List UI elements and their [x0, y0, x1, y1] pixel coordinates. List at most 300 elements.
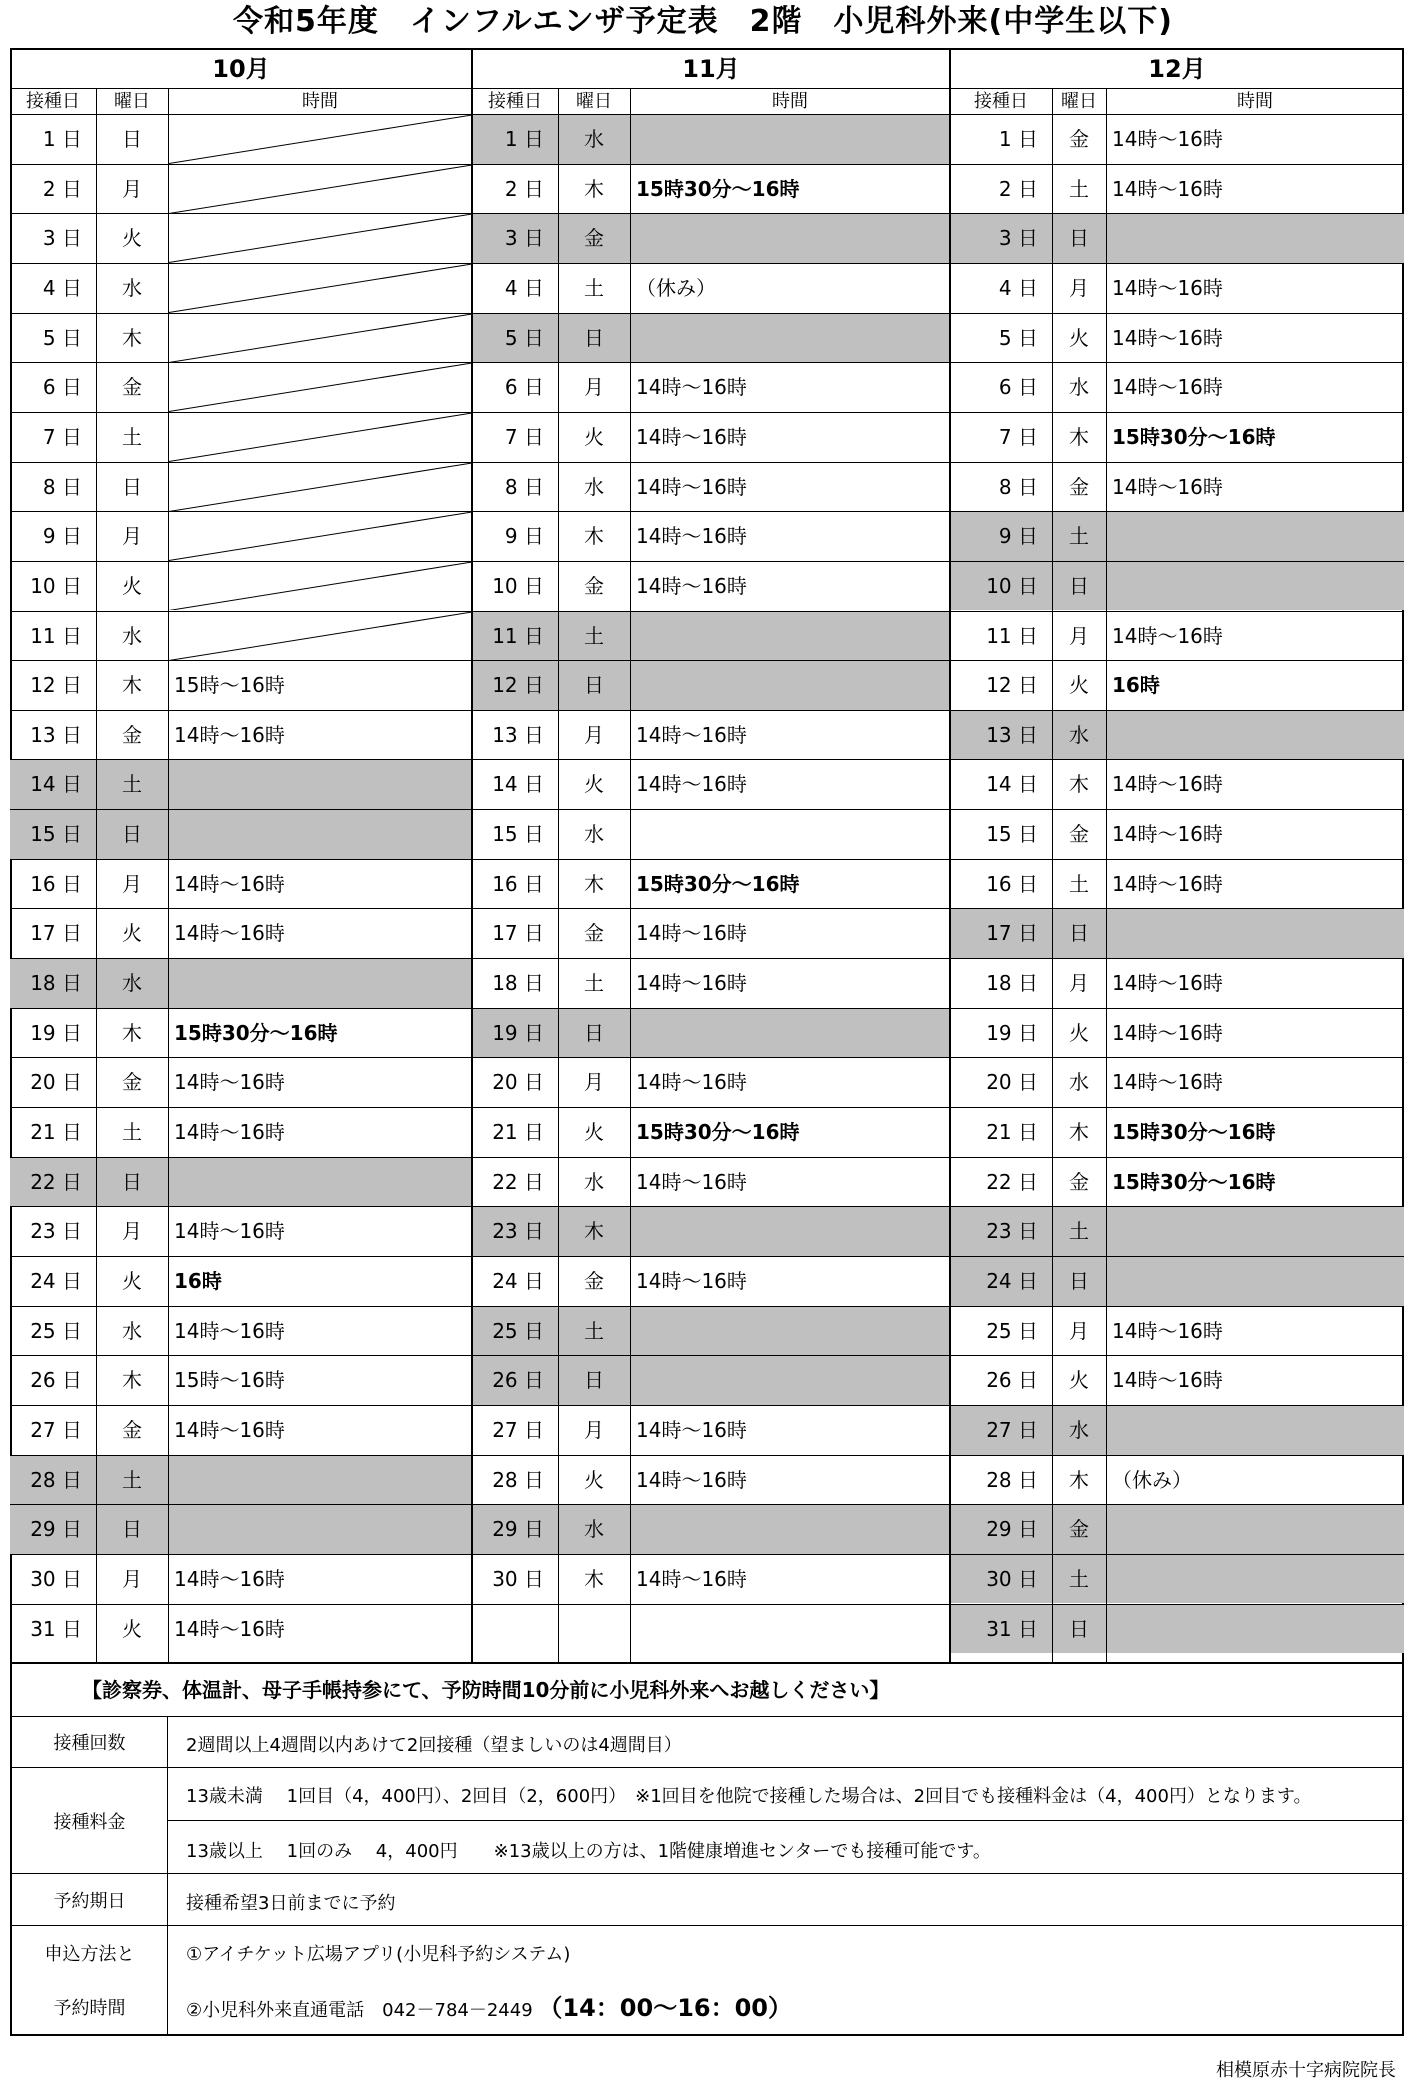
schedule-cell-dow: 火	[96, 213, 168, 263]
schedule-cell-time	[1106, 511, 1404, 561]
slash-mark	[168, 214, 472, 263]
schedule-cell-dow: 金	[96, 362, 168, 412]
schedule-cell-day: 10 日	[472, 561, 558, 611]
schedule-cell-time: 14時～16時	[630, 710, 950, 760]
schedule-cell-day: 11 日	[10, 611, 96, 661]
schedule-cell-dow: 月	[96, 511, 168, 561]
schedule-cell-time: 14時～16時	[1106, 1355, 1404, 1405]
schedule-cell-time: 15時30分～16時	[630, 164, 950, 214]
schedule-cell-day: 19 日	[950, 1008, 1052, 1058]
notice-text: 【診察券、体温計、母子手帳持参にて、予防時間10分前に小児科外来へお越しください】	[12, 1664, 1402, 1717]
schedule-cell-dow: 月	[1052, 1306, 1106, 1356]
schedule-cell-time: 14時～16時	[1106, 611, 1404, 661]
schedule-cell-dow: 金	[1052, 462, 1106, 512]
column-header-day: 接種日	[10, 88, 96, 114]
schedule-cell-day: 24 日	[950, 1256, 1052, 1306]
schedule-cell-dow: 火	[96, 1256, 168, 1306]
schedule-cell-time: 14時～16時	[1106, 1306, 1404, 1356]
schedule-cell-time	[630, 660, 950, 710]
schedule-cell-dow: 火	[558, 1107, 630, 1157]
schedule-cell-dow: 金	[1052, 1504, 1106, 1554]
schedule-cell-day: 30 日	[472, 1554, 558, 1604]
schedule-cell-time: 14時～16時	[1106, 809, 1404, 859]
schedule-cell-day: 18 日	[950, 958, 1052, 1008]
schedule-cell-day: 28 日	[10, 1455, 96, 1505]
apply-phone-line	[186, 1988, 792, 2023]
apply-app: ①アイチケット広場アプリ(小児科予約システム)	[186, 1944, 571, 1965]
schedule-cell-time	[168, 1157, 472, 1207]
slash-mark	[168, 363, 472, 412]
schedule-cell-day: 19 日	[10, 1008, 96, 1058]
schedule-cell-dow: 木	[558, 1206, 630, 1256]
slash-mark	[168, 612, 472, 661]
schedule-cell-day: 10 日	[10, 561, 96, 611]
fee-under13-row	[168, 1768, 1402, 1821]
schedule-cell-dow: 日	[558, 1008, 630, 1058]
schedule-cell-day: 30 日	[950, 1554, 1052, 1604]
schedule-cell-dow: 月	[96, 164, 168, 214]
schedule-cell-day: 31 日	[950, 1604, 1052, 1654]
schedule-cell-day: 8 日	[472, 462, 558, 512]
schedule-cell-day: 7 日	[472, 412, 558, 462]
schedule-cell-day: 6 日	[472, 362, 558, 412]
schedule-cell-day: 16 日	[950, 859, 1052, 909]
schedule-cell-dow: 火	[1052, 1008, 1106, 1058]
schedule-cell-dow: 火	[96, 561, 168, 611]
schedule-cell-dow: 土	[1052, 511, 1106, 561]
schedule-cell-day: 23 日	[10, 1206, 96, 1256]
schedule-cell-time: 14時～16時	[630, 759, 950, 809]
schedule-cell-day: 18 日	[10, 958, 96, 1008]
schedule-cell-dow: 日	[96, 462, 168, 512]
schedule-cell-day: 6 日	[10, 362, 96, 412]
schedule-cell-dow: 水	[96, 958, 168, 1008]
schedule-cell-time	[168, 313, 472, 363]
schedule-cell-dow: 金	[96, 1057, 168, 1107]
schedule-cell-dow: 土	[558, 263, 630, 313]
info-row-fee	[12, 1768, 1402, 1874]
column-divider	[1106, 88, 1107, 1664]
schedule-cell-time	[1106, 1405, 1404, 1455]
schedule-cell-dow: 日	[96, 809, 168, 859]
slash-mark	[168, 314, 472, 363]
schedule-cell-time	[168, 611, 472, 661]
schedule-cell-dow: 木	[1052, 1107, 1106, 1157]
page-title: 令和5年度 インフルエンザ予定表 2階 小児科外来(中学生以下)	[233, 4, 1173, 39]
schedule-cell-dow: 日	[96, 1504, 168, 1554]
slash-mark	[168, 463, 472, 512]
schedule-cell-dow: 日	[558, 660, 630, 710]
schedule-cell-dow: 金	[558, 561, 630, 611]
schedule-cell-time: 15時30分～16時	[630, 1107, 950, 1157]
column-header-time: 時間	[168, 88, 472, 114]
schedule-cell-time: 14時～16時	[168, 1206, 472, 1256]
schedule-cell-time	[168, 561, 472, 611]
schedule-cell-dow: 土	[1052, 1554, 1106, 1604]
schedule-cell-day: 15 日	[472, 809, 558, 859]
schedule-cell-day: 27 日	[472, 1405, 558, 1455]
slash-mark	[168, 264, 472, 313]
schedule-cell-day: 5 日	[10, 313, 96, 363]
schedule-cell-day: 27 日	[950, 1405, 1052, 1455]
schedule-cell-day: 2 日	[950, 164, 1052, 214]
schedule-cell-day: 20 日	[10, 1057, 96, 1107]
schedule-cell-time	[630, 611, 950, 661]
schedule-cell-dow: 日	[96, 1157, 168, 1207]
schedule-cell-time	[168, 213, 472, 263]
schedule-cell-dow: 水	[96, 611, 168, 661]
schedule-cell-day: 13 日	[10, 710, 96, 760]
schedule-cell-dow: 木	[96, 1355, 168, 1405]
schedule-cell-dow: 金	[96, 710, 168, 760]
slash-mark	[168, 562, 472, 611]
schedule-cell-day: 22 日	[472, 1157, 558, 1207]
schedule-cell-dow: 土	[96, 412, 168, 462]
count-label: 接種回数	[12, 1717, 168, 1767]
schedule-cell-time: 14時～16時	[630, 1554, 950, 1604]
schedule-cell-time: 14時～16時	[168, 1554, 472, 1604]
schedule-cell-time: 14時～16時	[168, 1107, 472, 1157]
schedule-cell-day: 15 日	[10, 809, 96, 859]
schedule-cell-day: 21 日	[950, 1107, 1052, 1157]
schedule-cell-dow: 土	[96, 759, 168, 809]
schedule-cell-dow: 水	[558, 809, 630, 859]
count-value: 2週間以上4週間以内あけて2回接種（望ましいのは4週間目）	[186, 1735, 682, 1756]
schedule-cell-time	[1106, 213, 1404, 263]
column-divider	[168, 88, 169, 1664]
schedule-cell-dow: 日	[558, 1355, 630, 1405]
schedule-cell-time: 14時～16時	[1106, 164, 1404, 214]
schedule-cell-time	[168, 1504, 472, 1554]
slash-mark	[168, 413, 472, 462]
slash-mark	[168, 115, 472, 164]
schedule-cell-day: 8 日	[10, 462, 96, 512]
footer-signature: 相模原赤十字病院院長	[1216, 2060, 1396, 2081]
schedule-cell-dow: 金	[558, 1256, 630, 1306]
schedule-cell-time: 14時～16時	[168, 1057, 472, 1107]
apply-phone: ②小児科外来直通電話 042－784－2449	[186, 2000, 533, 2021]
schedule-cell-day: 16 日	[10, 859, 96, 909]
schedule-cell-day: 1 日	[10, 114, 96, 164]
schedule-cell-dow: 日	[1052, 213, 1106, 263]
apply-label-2: 予約時間	[53, 1998, 126, 2019]
column-divider	[1052, 88, 1053, 1664]
schedule-cell-time: 14時～16時	[630, 511, 950, 561]
schedule-cell-day: 3 日	[472, 213, 558, 263]
schedule-cell-time	[630, 1604, 950, 1654]
schedule-cell-dow: 水	[558, 114, 630, 164]
schedule-cell-time: 14時～16時	[168, 710, 472, 760]
schedule-cell-day: 28 日	[950, 1455, 1052, 1505]
schedule-cell-time	[168, 759, 472, 809]
schedule-cell-dow: 日	[1052, 561, 1106, 611]
schedule-cell-day: 7 日	[10, 412, 96, 462]
schedule-cell-day: 31 日	[10, 1604, 96, 1654]
schedule-cell-time: 14時～16時	[630, 561, 950, 611]
schedule-cell-day: 4 日	[950, 263, 1052, 313]
info-row-apply	[12, 1926, 1402, 2034]
schedule-cell-time	[630, 1504, 950, 1554]
schedule-cell-day: 16 日	[472, 859, 558, 909]
fee-label: 接種料金	[12, 1768, 168, 1873]
column-divider	[96, 88, 97, 1664]
column-divider	[630, 88, 631, 1664]
schedule-cell-time	[630, 1008, 950, 1058]
schedule-cell-time: 14時～16時	[630, 462, 950, 512]
schedule-cell-time: （休み）	[1106, 1455, 1404, 1505]
schedule-cell-time	[630, 1355, 950, 1405]
schedule-cell-dow: 月	[1052, 611, 1106, 661]
schedule-cell-time	[168, 412, 472, 462]
schedule-cell-day: 29 日	[10, 1504, 96, 1554]
column-header-dow: 曜日	[96, 88, 168, 114]
schedule-cell-dow: 水	[96, 263, 168, 313]
column-divider	[558, 88, 559, 1664]
schedule-cell-time	[1106, 1604, 1404, 1654]
schedule-cell-time: 14時～16時	[630, 1455, 950, 1505]
schedule-cell-day: 12 日	[950, 660, 1052, 710]
schedule-cell-dow: 日	[96, 114, 168, 164]
schedule-cell-day: 23 日	[472, 1206, 558, 1256]
schedule-cell-day: 5 日	[472, 313, 558, 363]
schedule-cell-time: 14時～16時	[1106, 859, 1404, 909]
schedule-cell-day: 4 日	[472, 263, 558, 313]
column-header-dow: 曜日	[558, 88, 630, 114]
schedule-cell-day: 23 日	[950, 1206, 1052, 1256]
schedule-cell-dow: 金	[558, 213, 630, 263]
schedule-cell-dow: 木	[558, 164, 630, 214]
schedule-cell-time: 14時～16時	[630, 1157, 950, 1207]
info-table	[10, 1662, 1404, 2036]
schedule-cell-day: 2 日	[10, 164, 96, 214]
schedule-cell-day: 14 日	[472, 759, 558, 809]
schedule-cell-dow: 水	[558, 462, 630, 512]
schedule-cell-day: 22 日	[950, 1157, 1052, 1207]
schedule-cell-day: 26 日	[10, 1355, 96, 1405]
schedule-cell-day: 13 日	[950, 710, 1052, 760]
schedule-cell-day: 17 日	[472, 908, 558, 958]
info-row-count	[12, 1717, 1402, 1768]
schedule-cell-time	[630, 313, 950, 363]
schedule-cell-day: 17 日	[950, 908, 1052, 958]
schedule-cell-day: 3 日	[10, 213, 96, 263]
schedule-cell-time	[630, 213, 950, 263]
schedule-cell-time: 14時～16時	[1106, 263, 1404, 313]
schedule-cell-day: 24 日	[472, 1256, 558, 1306]
schedule-cell-day: 19 日	[472, 1008, 558, 1058]
schedule-cell-day: 21 日	[10, 1107, 96, 1157]
schedule-cell-time	[168, 362, 472, 412]
schedule-cell-dow: 金	[1052, 114, 1106, 164]
schedule-cell-dow	[558, 1604, 630, 1654]
schedule-cell-dow: 水	[96, 1306, 168, 1356]
schedule-cell-day: 26 日	[472, 1355, 558, 1405]
schedule-cell-dow: 水	[1052, 710, 1106, 760]
schedule-cell-day: 5 日	[950, 313, 1052, 363]
schedule-cell-dow: 金	[1052, 809, 1106, 859]
schedule-cell-time	[168, 114, 472, 164]
schedule-cell-time: 14時～16時	[1106, 313, 1404, 363]
schedule-cell-day: 1 日	[472, 114, 558, 164]
schedule-cell-dow: 木	[558, 1554, 630, 1604]
schedule-cell-dow: 日	[1052, 908, 1106, 958]
schedule-cell-time	[630, 114, 950, 164]
schedule-cell-day: 25 日	[472, 1306, 558, 1356]
schedule-cell-dow: 月	[558, 362, 630, 412]
schedule-cell-day: 20 日	[472, 1057, 558, 1107]
column-header-time: 時間	[630, 88, 950, 114]
schedule-cell-time: 14時～16時	[1106, 1008, 1404, 1058]
schedule-cell-day: 1 日	[950, 114, 1052, 164]
schedule-cell-day	[472, 1604, 558, 1654]
schedule-cell-dow: 日	[558, 313, 630, 363]
schedule-cell-time: 14時～16時	[630, 958, 950, 1008]
month-header: 10月	[212, 55, 270, 83]
schedule-cell-day: 30 日	[10, 1554, 96, 1604]
slash-mark	[168, 165, 472, 214]
schedule-cell-time	[630, 1206, 950, 1256]
schedule-cell-time	[1106, 1504, 1404, 1554]
schedule-cell-day: 22 日	[10, 1157, 96, 1207]
schedule-cell-time	[168, 164, 472, 214]
schedule-cell-time: 14時～16時	[630, 1256, 950, 1306]
schedule-cell-time: 14時～16時	[630, 1057, 950, 1107]
schedule-cell-dow: 木	[96, 660, 168, 710]
column-header-day: 接種日	[472, 88, 558, 114]
schedule-cell-time: 15時30分～16時	[1106, 412, 1404, 462]
schedule-cell-dow: 日	[1052, 1256, 1106, 1306]
schedule-cell-time	[1106, 1206, 1404, 1256]
schedule-cell-time: 15時～16時	[168, 1355, 472, 1405]
schedule-cell-time: 14時～16時	[168, 1405, 472, 1455]
schedule-cell-dow: 土	[558, 611, 630, 661]
column-header-time: 時間	[1106, 88, 1404, 114]
schedule-cell-day: 18 日	[472, 958, 558, 1008]
schedule-cell-day: 14 日	[10, 759, 96, 809]
schedule-cell-time	[1106, 908, 1404, 958]
schedule-cell-dow: 木	[1052, 1455, 1106, 1505]
schedule-cell-dow: 木	[1052, 412, 1106, 462]
schedule-cell-day: 3 日	[950, 213, 1052, 263]
schedule-cell-dow: 日	[1052, 1604, 1106, 1654]
schedule-cell-dow: 月	[96, 1554, 168, 1604]
schedule-cell-time: 14時～16時	[1106, 462, 1404, 512]
schedule-cell-day: 13 日	[472, 710, 558, 760]
schedule-cell-day: 2 日	[472, 164, 558, 214]
schedule-cell-dow: 月	[96, 1206, 168, 1256]
schedule-cell-dow: 木	[558, 859, 630, 909]
schedule-cell-dow: 火	[558, 1455, 630, 1505]
schedule-cell-time: 14時～16時	[168, 859, 472, 909]
schedule-cell-time: 14時～16時	[1106, 1057, 1404, 1107]
schedule-cell-dow: 水	[558, 1157, 630, 1207]
schedule-cell-day: 27 日	[10, 1405, 96, 1455]
schedule-cell-day: 6 日	[950, 362, 1052, 412]
month-divider	[471, 48, 473, 1664]
schedule-cell-time: 15時30分～16時	[630, 859, 950, 909]
schedule-cell-time: 14時～16時	[630, 412, 950, 462]
schedule-cell-dow: 水	[1052, 1057, 1106, 1107]
schedule-cell-time: 14時～16時	[1106, 759, 1404, 809]
schedule-cell-day: 20 日	[950, 1057, 1052, 1107]
schedule-cell-dow: 火	[1052, 313, 1106, 363]
schedule-cell-time	[168, 958, 472, 1008]
column-header-day: 接種日	[950, 88, 1052, 114]
schedule-cell-dow: 月	[558, 1405, 630, 1455]
schedule-cell-time: 15時～16時	[168, 660, 472, 710]
schedule-cell-day: 29 日	[950, 1504, 1052, 1554]
schedule-cell-day: 4 日	[10, 263, 96, 313]
schedule-cell-dow: 火	[96, 1604, 168, 1654]
schedule-cell-time: 15時30分～16時	[1106, 1157, 1404, 1207]
schedule-cell-time	[1106, 561, 1404, 611]
deadline-label: 予約期日	[12, 1874, 168, 1925]
apply-label	[12, 1926, 168, 2034]
schedule-cell-time	[168, 809, 472, 859]
schedule-cell-time	[630, 1306, 950, 1356]
schedule-cell-day: 9 日	[472, 511, 558, 561]
schedule-cell-day: 12 日	[10, 660, 96, 710]
schedule-cell-day: 8 日	[950, 462, 1052, 512]
schedule-cell-time: 14時～16時	[1106, 114, 1404, 164]
schedule-cell-dow: 火	[558, 412, 630, 462]
schedule-cell-time: （休み）	[630, 263, 950, 313]
schedule-cell-dow: 月	[558, 1057, 630, 1107]
schedule-cell-day: 26 日	[950, 1355, 1052, 1405]
schedule-cell-day: 17 日	[10, 908, 96, 958]
schedule-cell-day: 9 日	[10, 511, 96, 561]
schedule-cell-dow: 火	[1052, 660, 1106, 710]
schedule-cell-day: 14 日	[950, 759, 1052, 809]
schedule-cell-dow: 月	[96, 859, 168, 909]
schedule-cell-day: 21 日	[472, 1107, 558, 1157]
schedule-cell-dow: 火	[96, 908, 168, 958]
schedule-cell-day: 28 日	[472, 1455, 558, 1505]
schedule-cell-dow: 金	[558, 908, 630, 958]
schedule-cell-dow: 土	[96, 1455, 168, 1505]
fee-under13: 13歳未満 1回目（4，400円）、2回目（2，600円） ※1回目を他院で接種した場合は、2回目でも接種料金は（4，400円）となります。	[186, 1786, 1312, 1807]
schedule-cell-day: 15 日	[950, 809, 1052, 859]
schedule-cell-time	[1106, 1256, 1404, 1306]
schedule-cell-dow: 月	[1052, 263, 1106, 313]
schedule-cell-dow: 金	[96, 1405, 168, 1455]
schedule-cell-time: 14時～16時	[1106, 362, 1404, 412]
schedule-cell-time: 15時30分～16時	[168, 1008, 472, 1058]
schedule-cell-day: 11 日	[472, 611, 558, 661]
schedule-cell-dow: 木	[558, 511, 630, 561]
schedule-cell-dow: 木	[1052, 759, 1106, 809]
schedule-cell-time: 14時～16時	[1106, 958, 1404, 1008]
schedule-cell-time: 14時～16時	[168, 908, 472, 958]
schedule-cell-time: 16時	[168, 1256, 472, 1306]
schedule-cell-day: 24 日	[10, 1256, 96, 1306]
schedule-cell-day: 7 日	[950, 412, 1052, 462]
apply-label-1: 申込方法と	[44, 1944, 135, 1965]
schedule-cell-dow: 土	[1052, 859, 1106, 909]
schedule-cell-dow: 水	[1052, 1405, 1106, 1455]
schedule-cell-time: 15時30分～16時	[1106, 1107, 1404, 1157]
schedule-cell-time	[168, 1455, 472, 1505]
schedule-cell-time: 14時～16時	[630, 1405, 950, 1455]
schedule-cell-dow: 土	[1052, 1206, 1106, 1256]
schedule-cell-time	[1106, 1554, 1404, 1604]
schedule-cell-dow: 水	[558, 1504, 630, 1554]
slash-mark	[168, 512, 472, 561]
schedule-cell-day: 25 日	[10, 1306, 96, 1356]
schedule-cell-day: 9 日	[950, 511, 1052, 561]
schedule-cell-time	[1106, 710, 1404, 760]
schedule-cell-time: 14時～16時	[168, 1306, 472, 1356]
